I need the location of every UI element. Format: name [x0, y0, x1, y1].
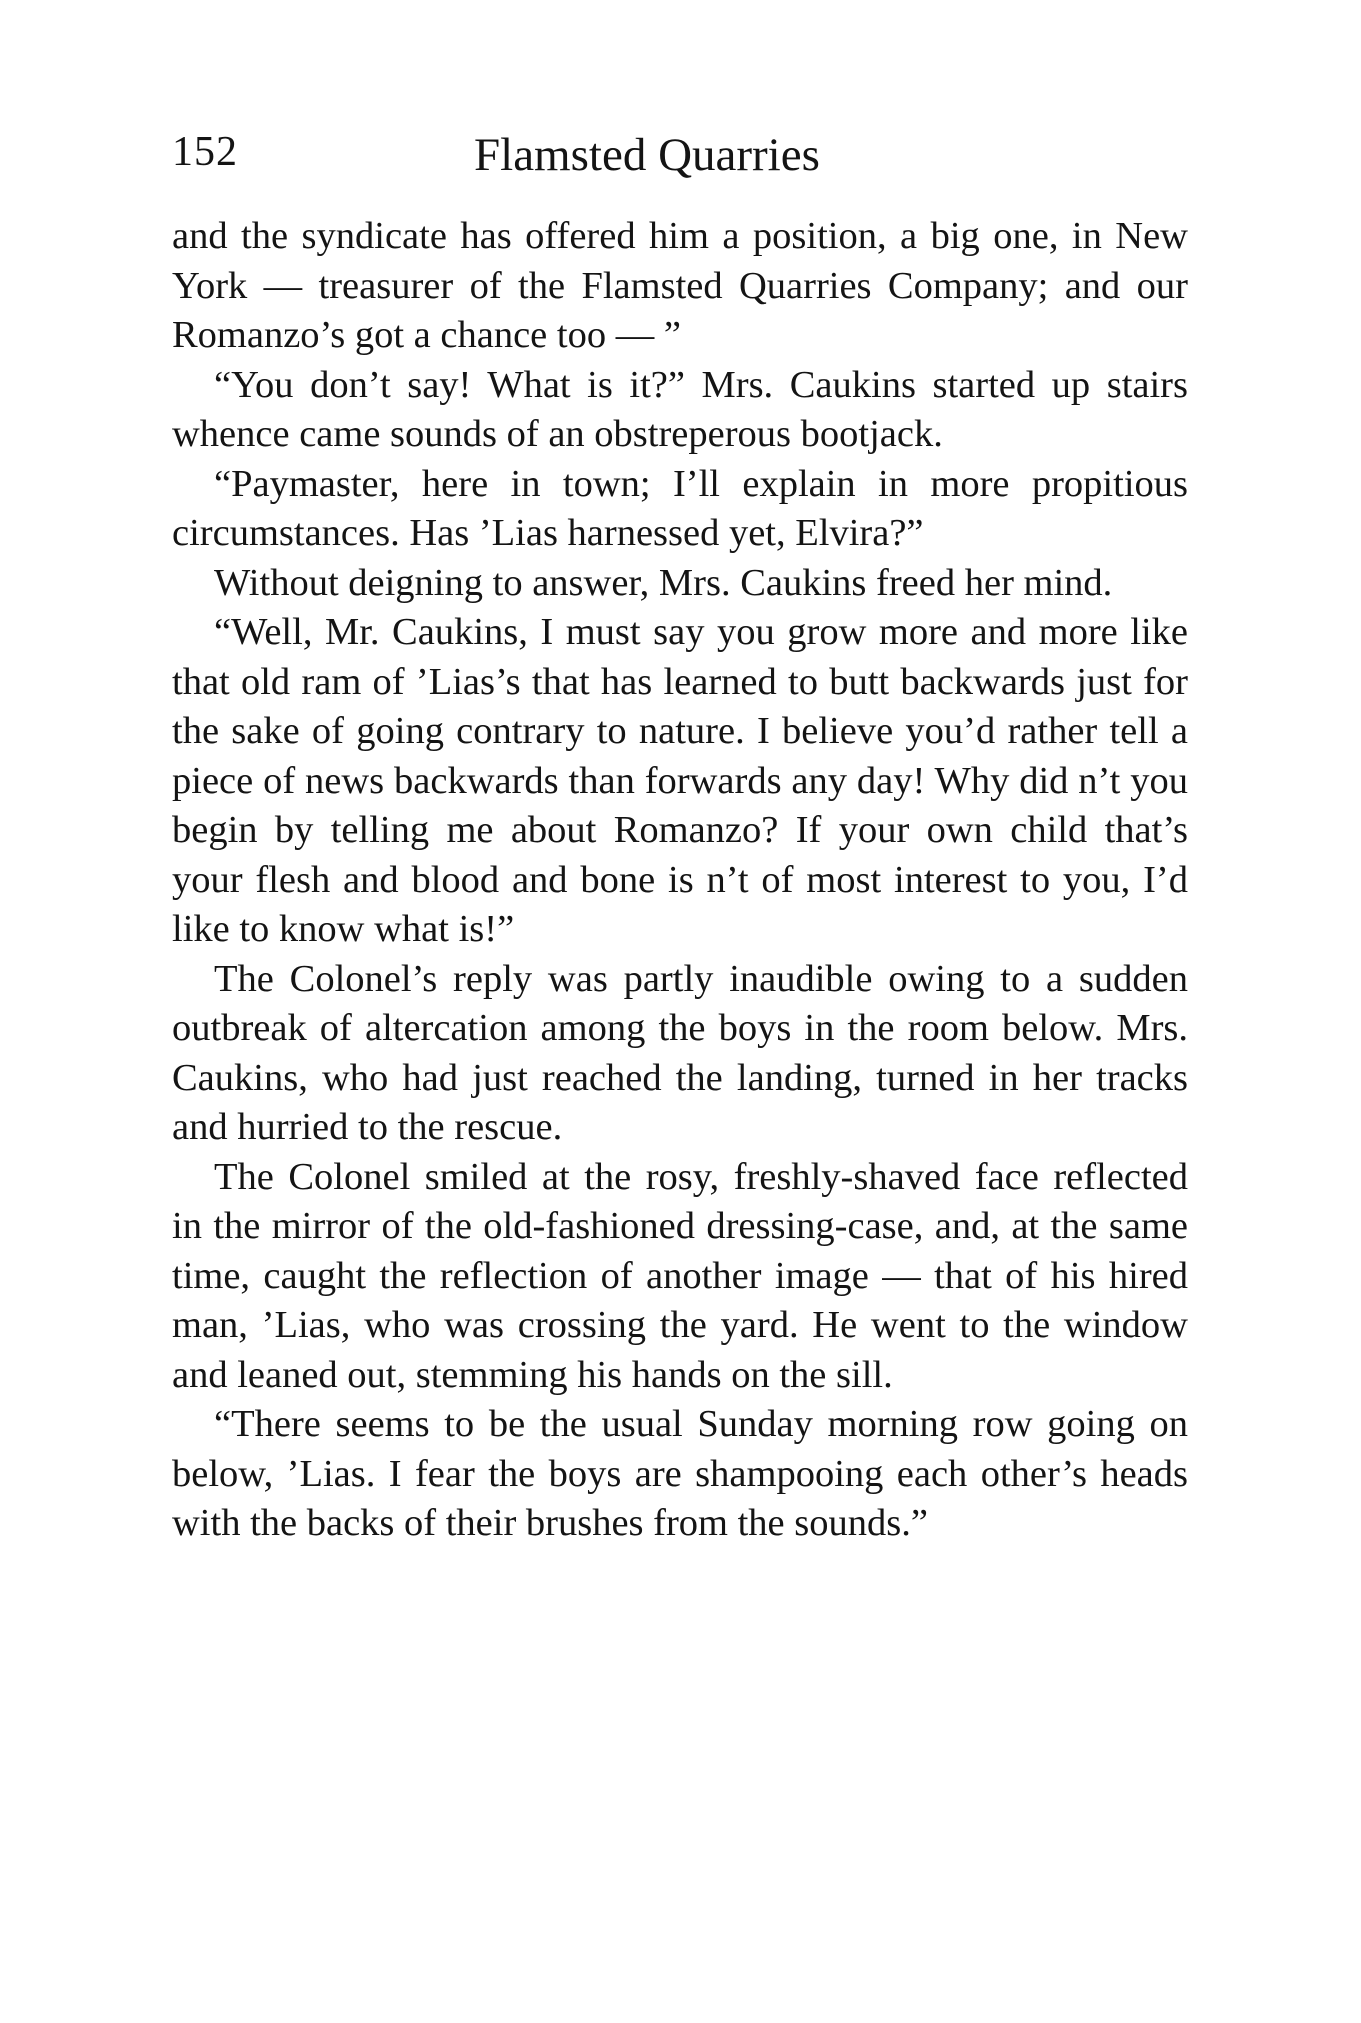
page-header: [172, 128, 1192, 188]
paragraph: “Well, Mr. Caukins, I must say you grow more and more like that old ram of ’Lias’s that has learned to butt backwards just for the sake of going contrary to nature. I believe you’d rather tell a piece of news backwards than forwards any day! Why did n’t you begin by telling me about Romanzo? If your own child that’s your flesh and blood and bone is n’t of most interest to you, I’d like to know what is!”: [172, 611, 1188, 950]
body-text: [172, 212, 1188, 1549]
paragraph: The Colonel’s reply was partly inaudible owing to a sudden outbreak of altercation among the boys in the room below. Mrs. Caukins, who had just reached the landing, turned in her tracks and hurried to the rescue.: [172, 957, 1188, 1148]
paragraph: Without deigning to answer, Mrs. Caukins freed her mind.: [214, 561, 1113, 604]
paragraph: “There seems to be the usual Sunday morning row going on below, ’Lias. I fear the boys are shampooing each other’s heads with the backs of their brushes from the sounds.”: [172, 1403, 1188, 1544]
paragraph: The Colonel smiled at the rosy, freshly-shaved face reflected in the mirror of the old-fashioned dressing-case, and, at the same time, caught the reflection of another image — that of his hired man, ’Lias, who was crossing the yard. He went to the window and leaned out, stemming his hands on the sill.: [172, 1155, 1188, 1396]
page-number: 152: [172, 129, 238, 175]
running-title: Flamsted Quarries: [474, 129, 820, 181]
paragraph: “Paymaster, here in town; I’ll explain in more propitious circumstances. Has ’Lias harnessed yet, Elvira?”: [172, 462, 1188, 554]
paragraph: “You don’t say! What is it?” Mrs. Caukins started up stairs whence came sounds of an obstreperous bootjack.: [172, 363, 1188, 455]
paragraph: and the syndicate has offered him a position, a big one, in New York — treasurer of the Flamsted Quarries Company; and our Romanzo’s got a chance too — ”: [172, 215, 1188, 356]
